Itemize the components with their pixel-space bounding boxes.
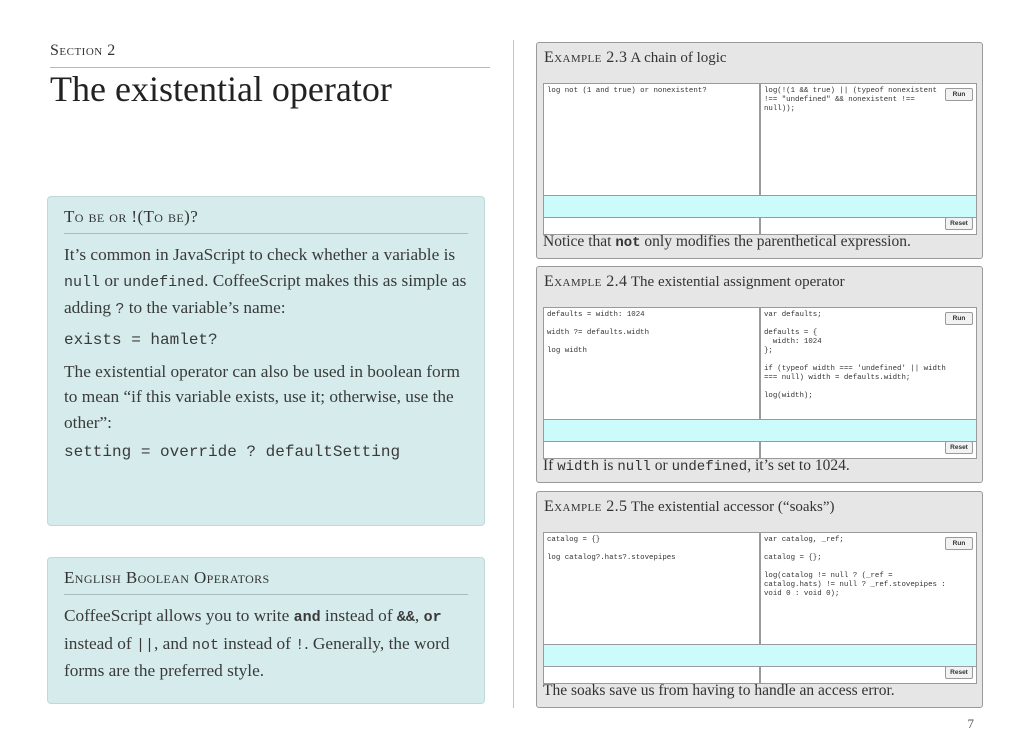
coffeescript-code[interactable]: defaults = width: 1024 width ?= defaults.width log width: [547, 311, 650, 355]
javascript-code: var defaults; defaults = { width: 1024 }; if (typeof width === 'undefined' || width === null) width = defaults.width; log(width);: [764, 311, 946, 400]
box-paragraph: It’s common in JavaScript to check whether a variable is null or undefined. CoffeeScript makes this as simple as adding ? to the variable’s name:: [64, 245, 467, 318]
example-heading: Example 2.3 A chain of logic: [544, 49, 727, 66]
reset-button[interactable]: Reset: [945, 666, 973, 679]
column-divider: [513, 40, 514, 708]
console-output: [543, 195, 977, 218]
console-output: [543, 419, 977, 442]
section-label: Section 2: [50, 42, 116, 59]
page-number: 7: [967, 716, 974, 731]
code-snippet: exists = hamlet?: [64, 330, 218, 349]
example-caption: If width is null or undefined, it’s set to 1024.: [543, 457, 850, 475]
reset-button[interactable]: Reset: [945, 441, 973, 454]
sidebar-box-boolean-operators: [47, 557, 485, 704]
sidebar-box-to-be: [47, 196, 485, 526]
box-title: To be or !(To be)?: [64, 207, 468, 234]
example-2-5: [536, 491, 983, 708]
javascript-code: log(!(1 && true) || (typeof nonexistent !== "undefined" && nonexistent !== null));: [764, 87, 942, 113]
box-title: English Boolean Operators: [64, 568, 468, 595]
box-paragraph: CoffeeScript allows you to write and instead of &&, or instead of ||, and not instead of !. Generally, the word forms are the preferred style.: [64, 606, 450, 680]
box-paragraph: The existential operator can also be used in boolean form to mean “if this variable exists, use it; otherwise, use the other”:: [64, 361, 460, 432]
reset-button[interactable]: Reset: [945, 217, 973, 230]
example-heading: Example 2.5 The existential accessor (“soaks”): [544, 498, 835, 515]
run-button[interactable]: Run: [945, 537, 973, 550]
example-2-4: [536, 266, 983, 483]
coffeescript-code[interactable]: log not (1 and true) or nonexistent?: [547, 87, 707, 95]
example-heading: Example 2.4 The existential assignment operator: [544, 273, 845, 290]
javascript-code: var catalog, _ref; catalog = {}; log(catalog != null ? (_ref = catalog.hats) != null ? _ref.stovepipes : void 0 : void 0);: [764, 536, 946, 598]
run-button[interactable]: Run: [945, 312, 973, 325]
example-2-3: [536, 42, 983, 259]
code-snippet: setting = override ? defaultSetting: [64, 443, 401, 461]
console-output: [543, 644, 977, 667]
example-caption: Notice that not only modifies the parenthetical expression.: [543, 233, 911, 251]
page-title: The existential operator: [50, 69, 392, 109]
example-caption: The soaks save us from having to handle an access error.: [543, 682, 895, 699]
run-button[interactable]: Run: [945, 88, 973, 101]
coffeescript-code[interactable]: catalog = {} log catalog?.hats?.stovepipes: [547, 536, 676, 562]
